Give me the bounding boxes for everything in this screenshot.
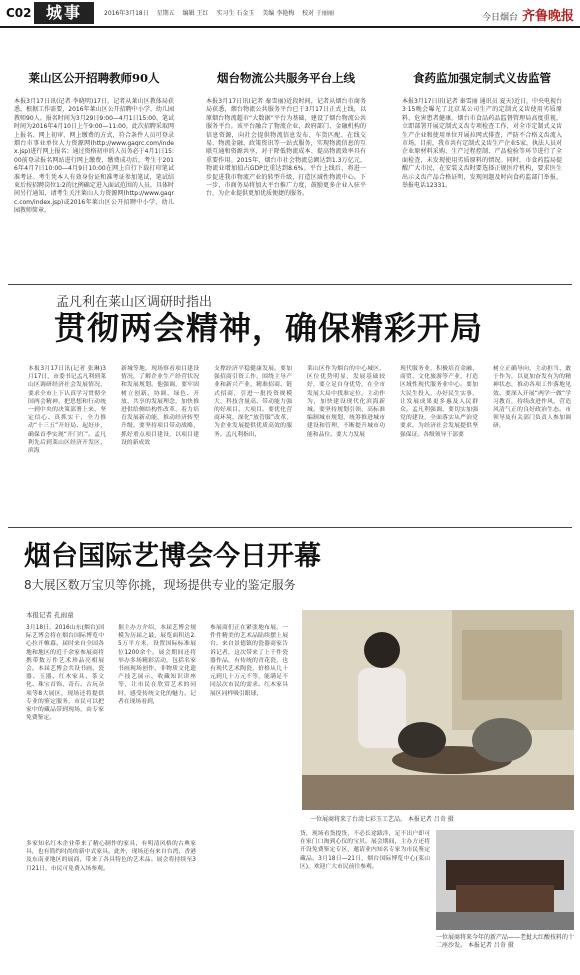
article-body: 本报3月17日讯(记者 秦雪丽 通讯员 夏天)近日，中央电视台3·15晚会曝光了北京某公司生产的定制式义齿使用劣质原料，危害患者健康。烟台市食品药品监督管理局高度重视，立即部署开展定制式义齿专项检查工作，对全市定制式义齿生产企业和使用单位开展拉网式排查，严防不合格义齿流入市场。目前，我市共有定制式义齿生产企业5家，执法人员对企业原材料采购、生产过程控制、产品检验等环节进行了全面检查，未发现使用劣质原料的情况。同时，市食药监局提醒广大市民，在安装义齿时要选择正规医疗机构，要求医生出示义齿产品合格证明，发现问题及时向食药监部门举报，举报电话12331。 [402,98,562,190]
photo-caption: 一位展商将来了台湾七彩玉工艺品。 本报记者 吕奇 摄 [310,816,454,823]
article-column-tail: 货，现场看货提货，不必长途跋涉，足不出户即可在家门口淘到心仪的宝贝。展会期间，主办方还将开设免费鉴定专区，邀请业内知名专家为市民鉴定藏品。3月18日—21日，烟台国际博览中心(莱山区)，欢迎广大市民前往参观。 [300,831,430,870]
article-body: 本报3月17日讯(记者 李晓明)17日，记者从莱山区教体局获悉，根据工作需要，2016年莱山区公开招聘中小学、幼儿园教师90人。报名时间为3月29日9:00—4月1日15:00，笔试时间为2016年4月10日上午9:00—11:00。此次招聘采取网上报名、网上初审、网上缴费的方式，符合条件人员可登录烟台市事业单位人力资源网(http://www.gaqrc.com/index.jsp)进行网上报名；通过资格初审的人员务必于4月1日15:00前登录报名网站进行网上缴费，缴费成功后，考生于2016年4月7日10:00—4月9日10:00在网上自行下载打印笔试准考证。考生凭本人有效身份证和准考证参加笔试，笔试结束后按招聘岗位1:2的比例确定进入面试范围的人员，具体时间另行通知，请考生关注莱山人力资源网(http://www.gaqrc.com/index.jsp)或2016年莱山区公开招聘中小学、幼儿园教师简章。 [14,98,174,215]
article-denture-supervision [402,70,562,190]
artfair-headline: 烟台国际艺博会今日开幕 [24,541,321,572]
meta-proofreader: 校对 于丽丽 [302,10,335,17]
meta-date: 2016年3月18日 [104,10,149,17]
article-teacher-recruitment [14,70,174,216]
article-column: 树立正确导向，主动担当、敢于作为，以更加奋发有为的精神状态，推动各项工作落地见效。要深入开展“两学一做”学习教育，持续改进作风，营造风清气正的良好政治生态。市领导及有关部门负责人参加调研。 [493,366,571,430]
brand [482,5,574,24]
article-column: 新城等地，现场察看项目建设情况，了解企业生产经营状况和发展规划。他强调，要牢固树立创新、协调、绿色、开放、共享的发展理念，加快推进供给侧结构性改革，着力培育发展新动能，推动经济转型升级。要坚持项目带动战略，抓好重点项目建设，以项目建设的新成效 [121,366,199,446]
meta-designer: 美编 李艳梅 [262,10,295,17]
masthead [0,0,580,28]
article-column: 现代服务业，积极培育金融、商贸、文化旅游等产业，打造区域性现代服务业中心。要加大民生投入，办好民生实事，让发展成果更多惠及人民群众。孟凡利强调，要切实加强党的建设，全面落实从严治党要求，为经济社会发展提供坚强保证。各级领导干部要 [400,366,478,438]
meta-intern: 实习生 石金玉 [216,10,255,17]
article-title: 莱山区公开招聘教师90人 [28,71,160,85]
meta-weekday: 星期五 [156,10,175,17]
brand-logo: 齐鲁晚报 [521,9,574,24]
divider [8,284,572,285]
artfair-photo-jade [302,610,574,810]
article-kicker: 孟凡利在莱山区调研时指出 [56,295,213,310]
article-title: 烟台物流公共服务平台上线 [217,71,355,85]
page-number: C02 [6,6,32,20]
photo-illustration [302,610,574,810]
article-column: 据主办方介绍，本届艺博会规模为历届之最，展览面积达2.5万平方米，设置国际标准展位1200余个。展会期间还将举办多场精彩活动，包括名家书画现场创作、非物质文化遗产技艺展示、收藏知识讲座等，让市民在欣赏艺术的同时，感受传统文化的魅力。记者在现场看到， [118,625,196,705]
article-column: 参展商们正在紧张地布展，一件件精美的艺术品陆续摆上展台。来自景德镇的瓷器商家告诉记者，这次带来了上千件瓷器作品，有传统的青花瓷，也有现代艺术陶瓷，价格从几十元到几十万元不等，能满足不同层次市民的需求。红木家具展区同样吸引眼球， [210,625,288,697]
article-column: 多家知名红木企业带来了精心制作的家具，有明清风格的古典家具，也有简约时尚的新中式家具。此外，现场还有来自台湾、香港及东南亚地区的展商，带来了各具特色的艺术品。展会将持续至3月21日，市民可免费入场参观。 [26,841,196,872]
divider [8,527,572,528]
issue-meta [104,8,340,17]
meta-editor: 编辑 王红 [182,10,209,17]
artfair-photo-sofa [436,830,574,930]
photo-caption: 一位展商将来今年的新产品——老挝大红酸枝料的十二座沙发。 本报记者 吕奇 摄 [436,934,575,949]
article-body: 本报3月17日讯(记者 秦雪丽)近段时间，记者从烟台市商务局获悉，烟台物流公共服务平台已于3月17日正式上线，以原烟台物流超市“大数据”平台为基础，建设了烟台物流公共服务平台。该平台融合了物流企业、政府部门、金融机构的信息资源，向社会提供物流信息发布、车货匹配、在线交易、物流金融、政策资讯等一站式服务，实现物流信息的互联互通和资源共享，对于降低物流成本、提高物流效率具有重要作用。2015年，烟台市社会物流总额达到1.3万亿元，物流业增加值占GDP比重达到8.6%。平台上线后，将进一步促进我市物流产业的转型升级，打造区域性物流中心。下一步，市商务局将加大平台推广力度，鼓励更多企业入驻平台，为企业提供更加优质便捷的服务。 [206,98,366,198]
brand-prefix: 今日烟台 [481,13,518,23]
artfair-byline: 本报记者 孔雨童 [26,611,74,619]
article-logistics-platform [206,70,366,199]
main-headline: 贯彻两会精神，确保精彩开局 [54,309,484,347]
article-column: 本报3月17日讯(记者 张琳)3月17日，市委书记孟凡利到莱山区调研经济社会发展情况，要求全市上下认真学习贯彻全国两会精神，把思想和行动统一到中央的决策部署上来，坚定信心、真抓实干，全力推动“十三五”开好局、起好步，确保首季实现“开门红”。孟凡利先后到莱山区经济开发区、滨海 [28,366,106,455]
article-column: 支撑经济平稳健康发展。要加强招商引资工作，围绕主导产业和新兴产业，精准招商、链式招商，引进一批投资规模大、科技含量高、带动能力强的好项目、大项目。要优化营商环境，深化“放管服”改革，为企业发展提供优质高效的服务。孟凡利指出， [214,366,292,438]
artfair-subtitle: 8大展区数万宝贝等你挑，现场提供专业的鉴定服务 [24,578,296,592]
article-column: 3月18日，2016山东(烟台)国际艺博会将在烟台国际博览中心拉开帷幕。届时来自全国各地和地区的近千余家参展商将携带数万件艺术珍品亮相展会。本届艺博会共设书画、瓷器、玉器、红木家具、茶文化、珠宝首饰、奇石、古玩杂项等8大展区，现场还将提供专业的鉴定服务，市民可以把家中的藏品带到现场，由专家免费鉴定。 [26,625,104,722]
article-column: 莱山区作为烟台的中心城区，区位优势明显，发展基础较好，要立足自身优势，在全市发展大局中找准定位，主动作为，加快建设现代化滨海新城。要坚持规划引领，高标准编制城市规划，统筹推进城市建设和管理，不断提升城市功能和品位。要大力发展 [307,366,385,438]
photo-illustration [436,830,574,930]
article-title: 食药监加强定制式义齿监管 [413,71,551,85]
section-title: 城事 [34,2,94,24]
